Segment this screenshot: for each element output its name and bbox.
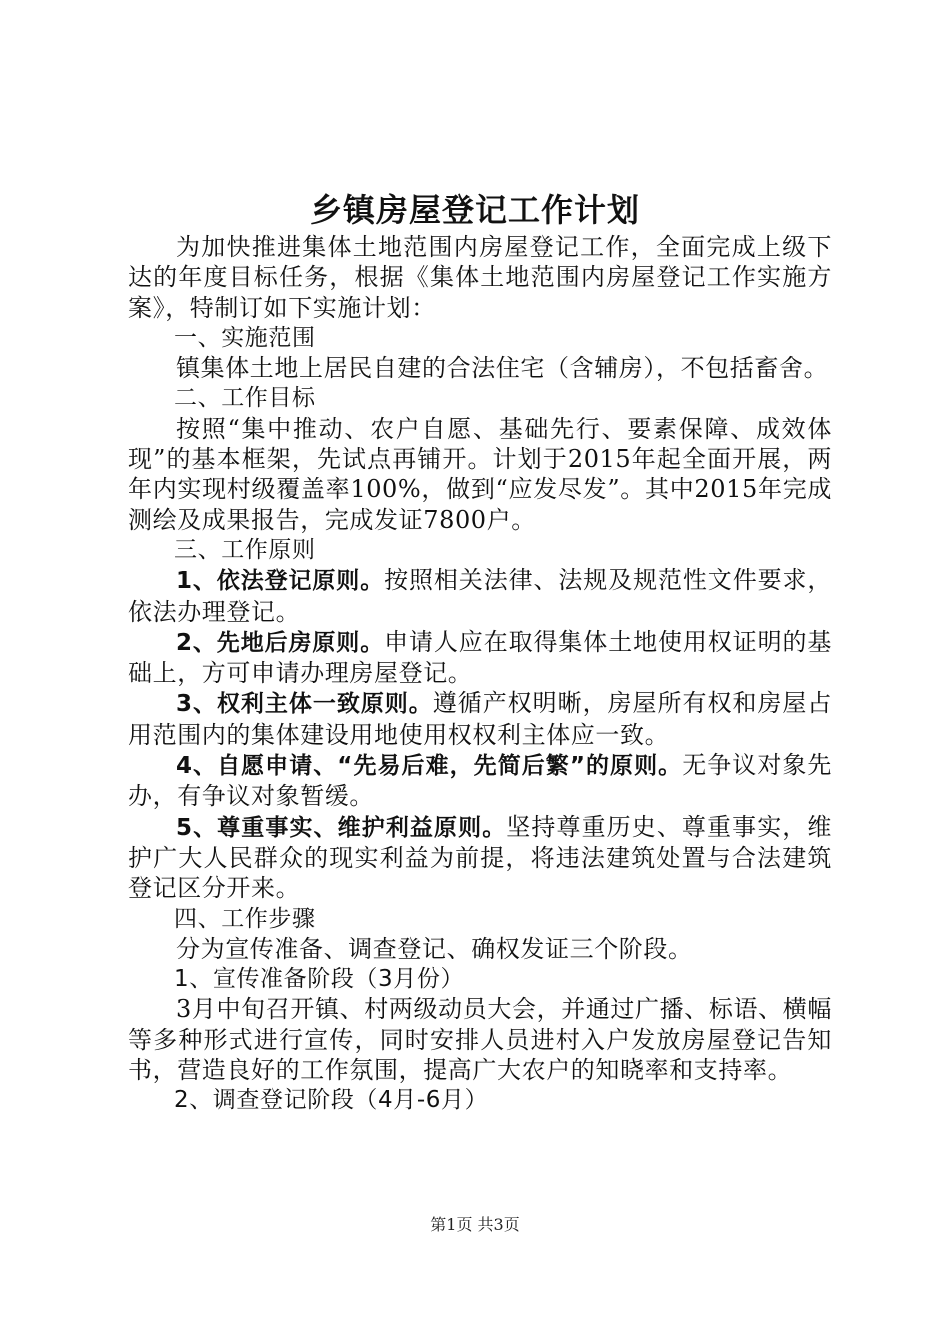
section-heading-principles: 三、工作原则 [174,536,316,563]
goals-paragraph: 按照“集中推动、农户自愿、基础先行、要素保障、成效体现”的基本框架，先试点再铺开。计划于2015年起全面开展，两年内实现村级覆盖率100%，做到“应发尽发”。其中2015年完成测绘及成果报告，完成发证7800户。 [128,414,832,534]
principle-title: 5、尊重事实、维护利益原则。 [176,814,507,841]
step1-paragraph: 3月中旬召开镇、村两级动员大会，并通过广播、标语、横幅等多种形式进行宣传，同时安排人员进村入户发放房屋登记告知书，营造良好的工作氛围，提高广大农户的知晓率和支持率。 [128,995,832,1085]
steps-paragraph: 分为宣传准备、调查登记、确权发证三个阶段。 [176,934,693,963]
principle-item [128,750,832,812]
scope-paragraph: 镇集体土地上居民自建的合法住宅（含辅房），不包括畜舍。 [176,354,829,383]
intro-paragraph: 为加快推进集体土地范围内房屋登记工作，全面完成上级下达的年度目标任务，根据《集体土地范围内房屋登记工作实施方案》，特制订如下实施计划： [128,233,832,322]
principle-title: 2、先地后房原则。 [176,629,385,656]
step2-heading: 2、调查登记阶段（4月-6月） [174,1087,489,1114]
principle-text: 遵循产权明晰，房屋所有权和房屋占用范围内的集体建设用地使用权权利主体应一致。 [128,689,832,749]
section-heading-steps: 四、工作步骤 [174,905,316,932]
principle-title: 4、自愿申请、“先易后难，先简后繁”的原则。 [176,753,683,780]
principle-text: 申请人应在取得集体土地使用权证明的基础上，方可申请办理房屋登记。 [128,627,832,688]
document-title: 乡镇房屋登记工作计划 [309,191,640,229]
principle-text: 坚持尊重历史、尊重事实，维护广大人民群众的现实利益为前提，将违法建筑处置与合法建筑登记区分开来。 [128,812,832,903]
document-body [128,232,832,1116]
step1-heading: 1、宣传准备阶段（3月份） [174,966,465,993]
principle-item [128,627,832,689]
section-heading-scope: 一、实施范围 [174,324,316,351]
principle-item [128,812,832,904]
section-heading-goals: 二、工作目标 [174,385,316,412]
principle-text: 按照相关法律、法规及规范性文件要求，依法办理登记。 [128,566,832,626]
principle-title: 1、依法登记原则。 [176,568,385,595]
principle-item [128,565,832,627]
principle-text: 无争议对象先办，有争议对象暂缓。 [128,751,833,811]
principle-item [128,688,832,750]
principle-title: 3、权利主体一致原则。 [176,691,433,718]
page-footer: 第1页 共3页 [430,1215,520,1234]
